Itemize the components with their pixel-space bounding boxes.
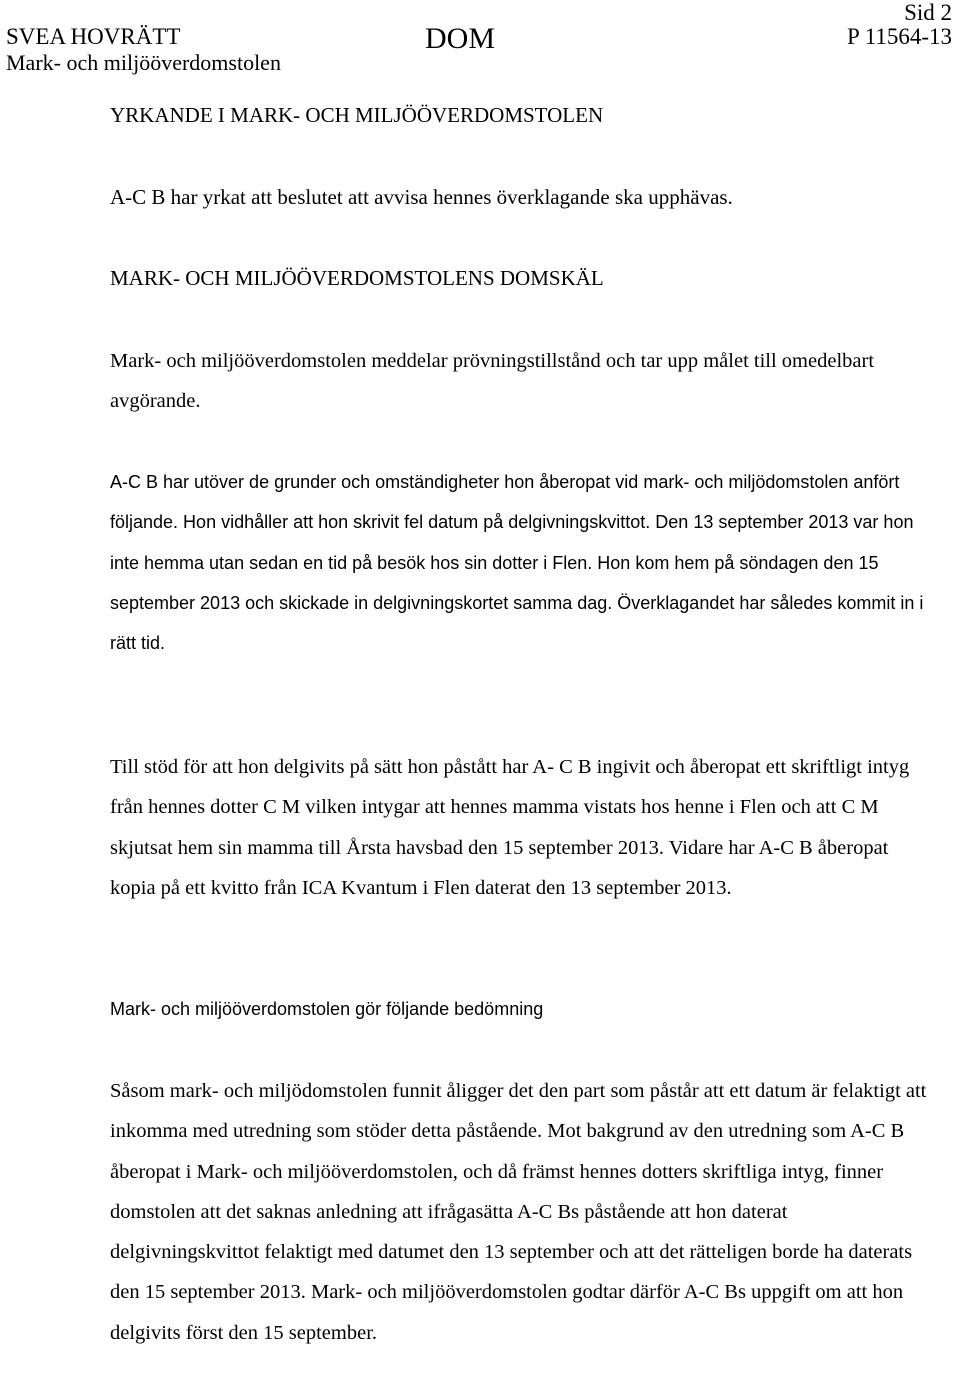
page-number: Sid 2 (904, 0, 952, 25)
case-number: P 11564-13 (847, 24, 952, 49)
paragraph-two (110, 747, 930, 908)
claims-heading: YRKANDE I MARK- OCH MILJÖÖVERDOMSTOLEN (110, 103, 604, 127)
reasons-heading: MARK- OCH MILJÖÖVERDOMSTOLENS DOMSKÄL (110, 266, 604, 290)
assessment-heading: Mark- och miljööverdomstolen gör följande bedömning (110, 999, 544, 1019)
court-division: Mark- och miljööverdomstolen (6, 50, 281, 75)
document-type: DOM (425, 22, 496, 55)
paragraph-one (110, 462, 930, 663)
reasons-paragraph (110, 341, 930, 422)
reasons-text: Mark- och miljööverdomstolen meddelar prövningstillstånd och tar upp målet till omedelbart avgörande. (110, 350, 875, 413)
claims-text: A-C B har yrkat att beslutet att avvisa hennes överklagande ska upphävas. (110, 185, 733, 209)
paragraph-two-text: Till stöd för att hon delgivits på sätt hon påstått har A- C B ingivit och åberopat ett skriftligt intyg från hennes dotter C M vilken intygar att hennes mamma vistats hos henne i Flen och att C M skjutsat hem sin mamma till Årsta havsbad den 15 september 2013. Vidare har A-C B åberopat kopia på ett kvitto från ICA Kvantum i Flen daterat den 13 september 2013. (110, 756, 910, 899)
paragraph-three (110, 1071, 930, 1353)
paragraph-three-text: Såsom mark- och miljödomstolen funnit åligger det den part som påstår att ett datum är felaktigt att inkomma med utredning som stöder detta påstående. Mot bakgrund av den utredning som A-C B åberopat i Mark- och miljööverdomstolen, och då främst hennes dotters skriftliga intyg, finner domstolen att det saknas anledning att ifrågasätta A-C Bs påstående att hon daterat delgivningskvittot felaktigt med datumet den 13 september och att det rätteligen borde ha daterats den 15 september 2013. Mark- och miljööverdomstolen godtar därför A-C Bs uppgift om att hon delgivits först den 15 september. (110, 1080, 927, 1344)
court-name: SVEA HOVRÄTT (6, 24, 181, 49)
paragraph-one-text: A-C B har utöver de grunder och omständigheter hon åberopat vid mark- och miljödomstolen anfört följande. Hon vidhåller att hon skrivit fel datum på delgivningskvittot. Den 13 september 2013 var hon inte hemma utan sedan en tid på besök hos sin dotter i Flen. Hon kom hem på söndagen den 15 september 2013 och skickade in delgivningskortet samma dag. Överklagandet har således kommit in i rätt tid. (110, 472, 924, 654)
